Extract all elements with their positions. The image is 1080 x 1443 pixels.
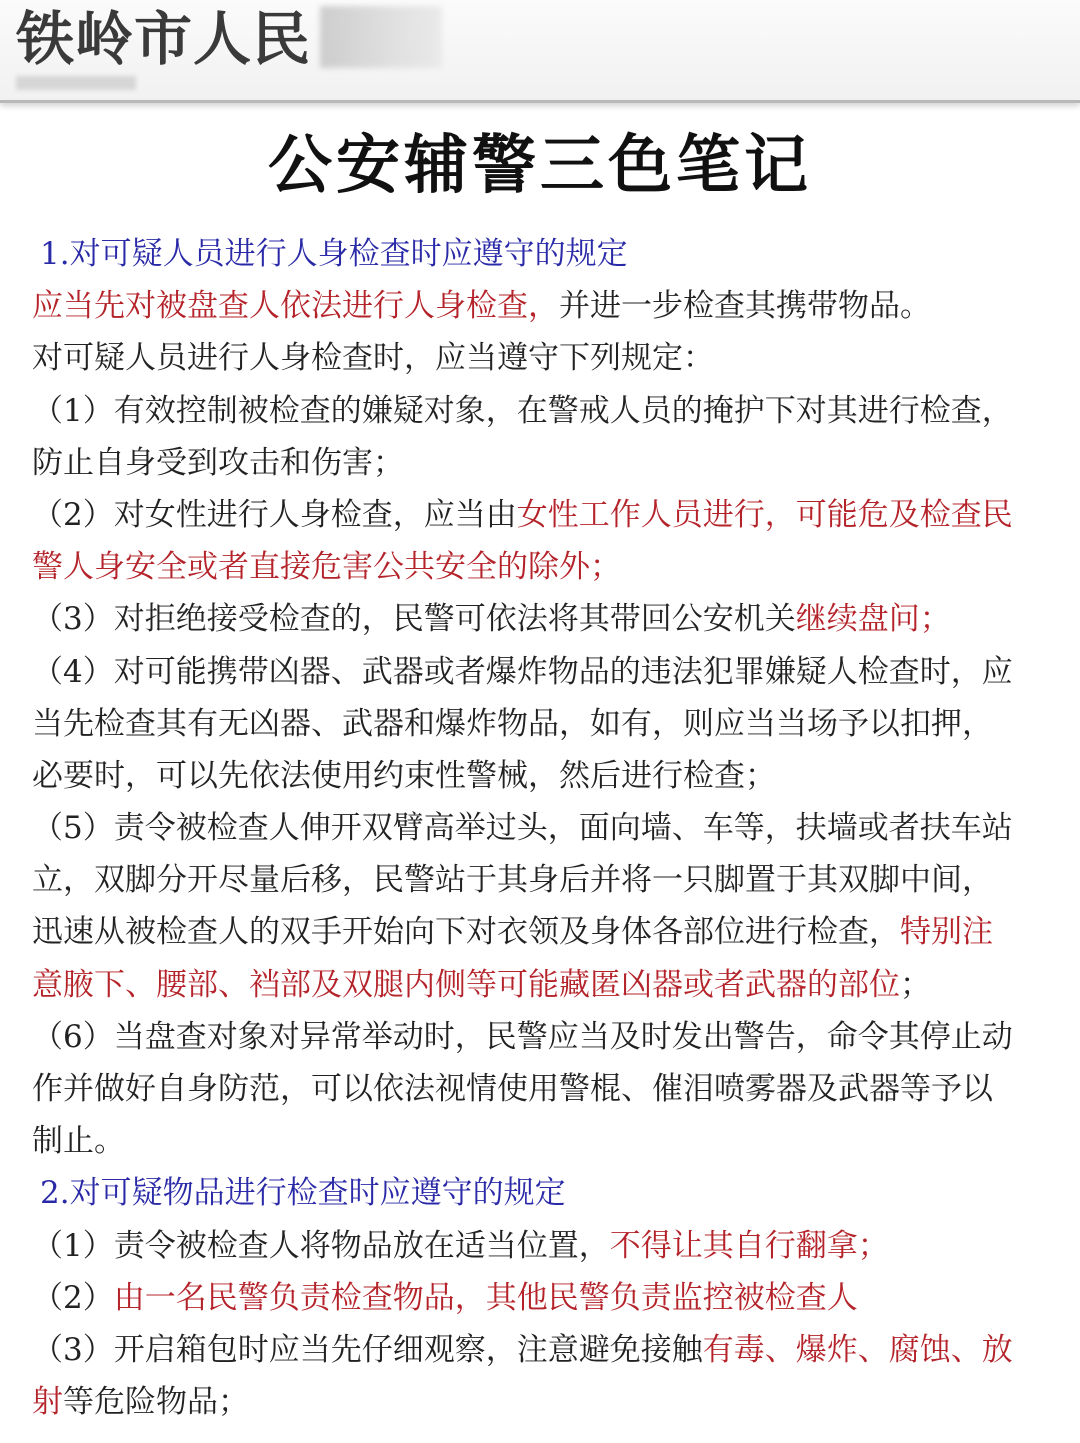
header-title: 铁岭市人民 — [16, 5, 312, 73]
text-line — [32, 280, 1052, 332]
text-line — [32, 646, 1052, 698]
text-segment: （3）开启箱包时应当先仔细观察，注意避免接触 — [32, 1331, 703, 1368]
text-segment: （3）对拒绝接受检查的，民警可依法将其带回公安机关 — [32, 601, 796, 638]
highlight-text: 由一名民警负责检查物品，其他民警负责监控被检查人 — [113, 1279, 858, 1316]
note-content — [32, 228, 1052, 1428]
text-line — [32, 1011, 1052, 1063]
text-line — [32, 1063, 1052, 1115]
text-segment: （5）责令被检查人伸开双臂高举过头，面向墙、车等，扶墙或者扶车站 — [32, 810, 1013, 847]
highlight-text: 应当先对被盘查人依法进行人身检查， — [32, 288, 559, 325]
page-title: 公安辅警三色笔记 — [268, 128, 812, 203]
highlight-text: 射 — [32, 1384, 63, 1421]
blurred-region — [320, 6, 442, 68]
highlight-text: 有毒、爆炸、腐蚀、放 — [702, 1331, 1013, 1368]
text-line — [32, 385, 1052, 437]
highlight-text: 女性工作人员进行，可能危及检查民 — [516, 496, 1013, 533]
text-segment: （4）对可能携带凶器、武器或者爆炸物品的违法犯罪嫌疑人检查时，应 — [32, 653, 1013, 690]
text-segment: 立，双脚分开尽量后移，民警站于其身后并将一只脚置于其双脚中间， — [32, 862, 993, 899]
text-line — [32, 1272, 1052, 1324]
text-segment: 2.对可疑物品进行检查时应遵守的规定 — [40, 1175, 566, 1212]
text-line — [32, 1376, 1052, 1428]
text-segment: （2） — [32, 1279, 114, 1316]
text-segment: 1.对可疑人员进行人身检查时应遵守的规定 — [40, 236, 628, 272]
text-line — [32, 489, 1052, 541]
text-line — [32, 698, 1052, 750]
section-heading — [32, 228, 1052, 280]
text-segment: 防止自身受到攻击和伤害； — [32, 444, 404, 481]
text-line — [32, 854, 1052, 906]
section-heading — [32, 1167, 1052, 1219]
text-line — [32, 750, 1052, 802]
text-segment: 制止。 — [32, 1123, 125, 1160]
text-line — [32, 332, 1052, 384]
text-segment: （1）有效控制被检查的嫌疑对象，在警戒人员的掩护下对其进行检查， — [32, 392, 1013, 429]
text-segment: （6）当盘查对象对异常举动时，民警应当及时发出警告，命令其停止动 — [32, 1018, 1013, 1055]
blurred-subtitle — [16, 76, 136, 90]
text-segment: （2）对女性进行人身检查，应当由 — [32, 496, 517, 533]
highlight-text: 意腋下、腰部、裆部及双腿内侧等可能藏匿凶器或者武器的部位 — [32, 966, 900, 1003]
text-line — [32, 1115, 1052, 1167]
text-segment: 迅速从被检查人的双手开始向下对衣领及身体各部位进行检查， — [32, 914, 900, 951]
highlight-text: 特别注 — [900, 914, 993, 951]
text-segment: 对可疑人员进行人身检查时，应当遵守下列规定： — [32, 340, 714, 377]
text-segment: 必要时，可以先依法使用约束性警械，然后进行检查； — [32, 757, 776, 794]
text-line — [32, 541, 1052, 593]
text-line — [32, 906, 1052, 958]
text-segment: 并进一步检查其携带物品。 — [559, 288, 931, 325]
text-segment: ； — [900, 966, 931, 1003]
text-line — [32, 437, 1052, 489]
text-segment: （1）责令被检查人将物品放在适当位置， — [32, 1227, 610, 1264]
text-line — [32, 1220, 1052, 1272]
highlight-text: 不得让其自行翻拿； — [609, 1227, 889, 1264]
highlight-text: 警人身安全或者直接危害公共安全的除外； — [32, 549, 621, 586]
text-line — [32, 802, 1052, 854]
highlight-text: 继续盘问； — [795, 601, 951, 638]
text-segment: 等危险物品； — [63, 1384, 249, 1421]
text-segment: 当先检查其有无凶器、武器和爆炸物品，如有，则应当当场予以扣押， — [32, 705, 993, 742]
text-line — [32, 593, 1052, 645]
text-line — [32, 959, 1052, 1011]
header-bar — [0, 0, 1080, 103]
text-line — [32, 1324, 1052, 1376]
text-segment: 作并做好自身防范，可以依法视情使用警棍、催泪喷雾器及武器等予以 — [32, 1071, 993, 1107]
